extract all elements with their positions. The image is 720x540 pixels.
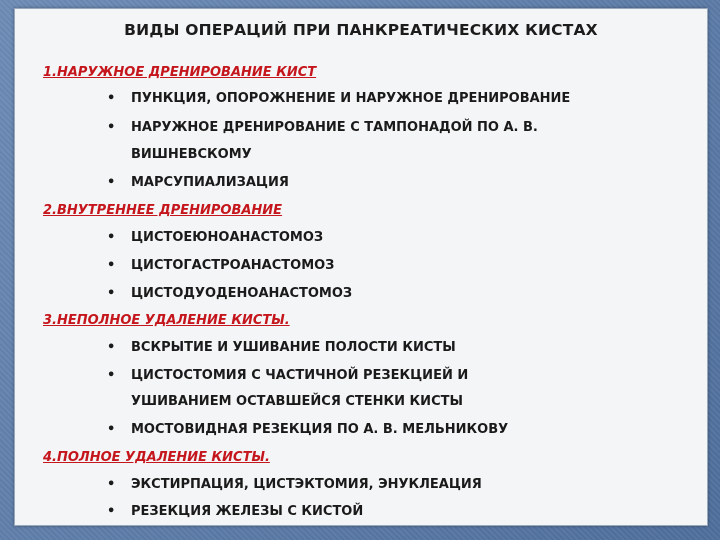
bullet-icon: • xyxy=(107,175,116,190)
section-heading-2: 2.ВНУТРЕННЕЕ ДРЕНИРОВАНИЕ xyxy=(43,203,283,218)
section-heading-4: 4.ПОЛНОЕ УДАЛЕНИЕ КИСТЫ. xyxy=(43,450,270,465)
bullet-icon: • xyxy=(107,120,116,135)
bullet-icon: • xyxy=(107,504,116,519)
section-heading-3: 3.НЕПОЛНОЕ УДАЛЕНИЕ КИСТЫ. xyxy=(43,313,290,328)
bullet-icon: • xyxy=(107,91,116,106)
bullet-icon: • xyxy=(107,258,116,273)
bullet-icon: • xyxy=(107,230,116,245)
bullet-icon: • xyxy=(107,477,116,492)
bullet-icon: • xyxy=(107,340,116,355)
slide-title: ВИДЫ ОПЕРАЦИЙ ПРИ ПАНКРЕАТИЧЕСКИХ КИСТАХ xyxy=(124,21,598,39)
section-heading-1: 1.НАРУЖНОЕ ДРЕНИРОВАНИЕ КИСТ xyxy=(43,65,317,80)
slide: ВИДЫ ОПЕРАЦИЙ ПРИ ПАНКРЕАТИЧЕСКИХ КИСТАХ 1.НАРУЖНОЕ ДРЕНИРОВАНИЕ КИСТ • ПУНКЦИЯ, ОПОРОЖНЕНИЕ И НАРУЖНОЕ ДРЕНИРОВАНИЕ • НАРУЖНОЕ ДРЕНИРОВАНИЕ С ТАМПОНАДОЙ ПО А. В. ВИШНЕВСКОМУ • МАРСУПИАЛИЗАЦИЯ 2.ВНУТРЕННЕЕ ДРЕНИРОВАНИЕ • ЦИСТОЕЮНОАНАСТОМОЗ • ЦИСТОГАСТРОАНАСТОМОЗ • ЦИСТОДУОДЕНОАНАСТОМОЗ 3.НЕПОЛНОЕ УДАЛЕНИЕ КИСТЫ. • ВСКРЫТИЕ И УШИВАНИЕ ПОЛОСТИ КИСТЫ • ЦИСТОСТОМИЯ С ЧАСТИЧНОЙ РЕЗЕКЦИЕЙ И УШИВАНИЕМ ОСТАВШЕЙСЯ СТЕНКИ КИСТЫ • МОСТОВИДНАЯ РЕЗЕКЦИЯ ПО А. В. МЕЛЬНИКОВУ 4.ПОЛНОЕ УДАЛЕНИЕ КИСТЫ. • ЭКСТИРПАЦИЯ, ЦИСТЭКТОМИЯ, ЭНУКЛЕАЦИЯ • РЕЗЕКЦИЯ ЖЕЛЕЗЫ С КИСТОЙ xyxy=(14,8,708,526)
bullet-icon: • xyxy=(107,368,116,383)
list-item-continuation: ВИШНЕВСКОМУ xyxy=(131,147,252,162)
list-item-continuation: УШИВАНИЕМ ОСТАВШЕЙСЯ СТЕНКИ КИСТЫ xyxy=(131,394,463,409)
bullet-icon: • xyxy=(107,286,116,301)
bullet-icon: • xyxy=(107,422,116,437)
